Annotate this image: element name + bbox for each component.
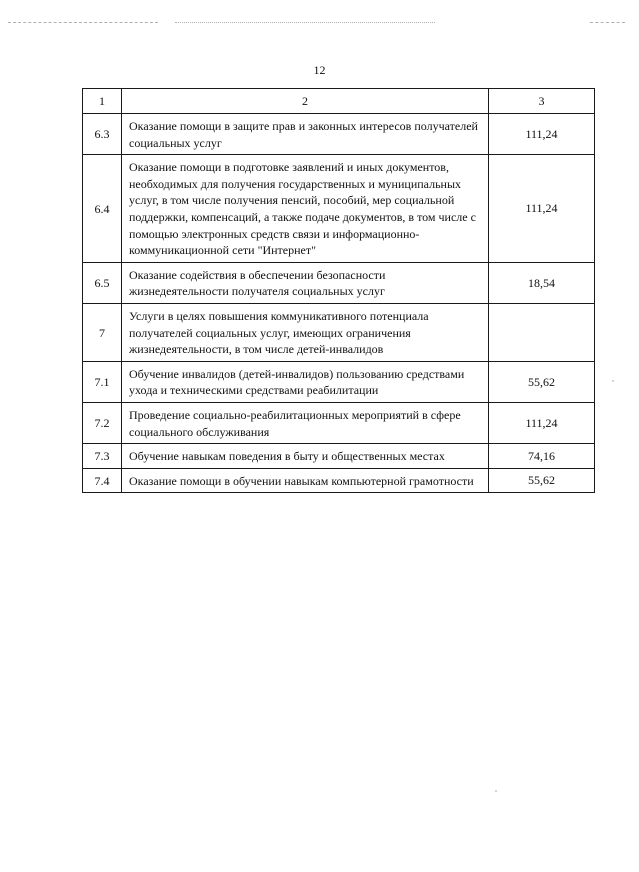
scan-speck bbox=[612, 380, 614, 382]
scan-edge-line bbox=[590, 22, 625, 23]
tariff-value: 111,24 bbox=[489, 155, 595, 263]
tariff-value: 74,16 bbox=[489, 444, 595, 469]
tariff-value: 55,62 bbox=[489, 468, 595, 493]
row-number: 6.4 bbox=[83, 155, 122, 263]
service-name: Услуги в целях повышения коммуникативного потенциала получателей социальных услуг, имеющих ограничения жизнедеятельности, в том числе детей-инвалидов bbox=[122, 303, 489, 361]
table-row bbox=[83, 262, 595, 303]
table-header-row bbox=[83, 89, 595, 114]
tariff-value: 18,54 bbox=[489, 262, 595, 303]
column-header-number: 1 bbox=[83, 89, 122, 114]
row-number: 7.4 bbox=[83, 468, 122, 493]
scan-edge-line bbox=[8, 22, 158, 23]
row-number: 7.2 bbox=[83, 402, 122, 443]
row-number: 7.3 bbox=[83, 444, 122, 469]
row-number: 6.3 bbox=[83, 114, 122, 155]
column-header-service: 2 bbox=[122, 89, 489, 114]
table-row bbox=[83, 361, 595, 402]
row-number: 7 bbox=[83, 303, 122, 361]
tariff-value bbox=[489, 303, 595, 361]
row-number: 6.5 bbox=[83, 262, 122, 303]
tariff-value: 111,24 bbox=[489, 402, 595, 443]
service-name: Обучение инвалидов (детей-инвалидов) пользованию средствами ухода и техническими средствами реабилитации bbox=[122, 361, 489, 402]
service-name: Оказание помощи в подготовке заявлений и иных документов, необходимых для получения государственных и муниципальных услуг, в том числе получения пенсий, пособий, мер социальной поддержки, компенсаций, а также подаче документов, в том числе с помощью электронных средств связи и информационно-коммуникационной сети "Интернет" bbox=[122, 155, 489, 263]
service-name: Оказание помощи в обучении навыкам компьютерной грамотности bbox=[122, 468, 489, 493]
scan-edge-line bbox=[175, 22, 435, 23]
tariff-value: 55,62 bbox=[489, 361, 595, 402]
table-row bbox=[83, 468, 595, 493]
page-number: 12 bbox=[313, 63, 326, 77]
table-row bbox=[83, 114, 595, 155]
service-name: Оказание помощи в защите прав и законных интересов получателей социальных услуг bbox=[122, 114, 489, 155]
scan-speck bbox=[495, 790, 497, 792]
table-row bbox=[83, 155, 595, 263]
table-row bbox=[83, 303, 595, 361]
service-name: Обучение навыкам поведения в быту и общественных местах bbox=[122, 444, 489, 469]
service-name: Оказание содействия в обеспечении безопасности жизнедеятельности получателя социальных услуг bbox=[122, 262, 489, 303]
row-number: 7.1 bbox=[83, 361, 122, 402]
tariff-value: 111,24 bbox=[489, 114, 595, 155]
table-row bbox=[83, 402, 595, 443]
table-row bbox=[83, 444, 595, 469]
column-header-tariff: 3 bbox=[489, 89, 595, 114]
service-name: Проведение социально-реабилитационных мероприятий в сфере социального обслуживания bbox=[122, 402, 489, 443]
services-table bbox=[82, 88, 595, 493]
